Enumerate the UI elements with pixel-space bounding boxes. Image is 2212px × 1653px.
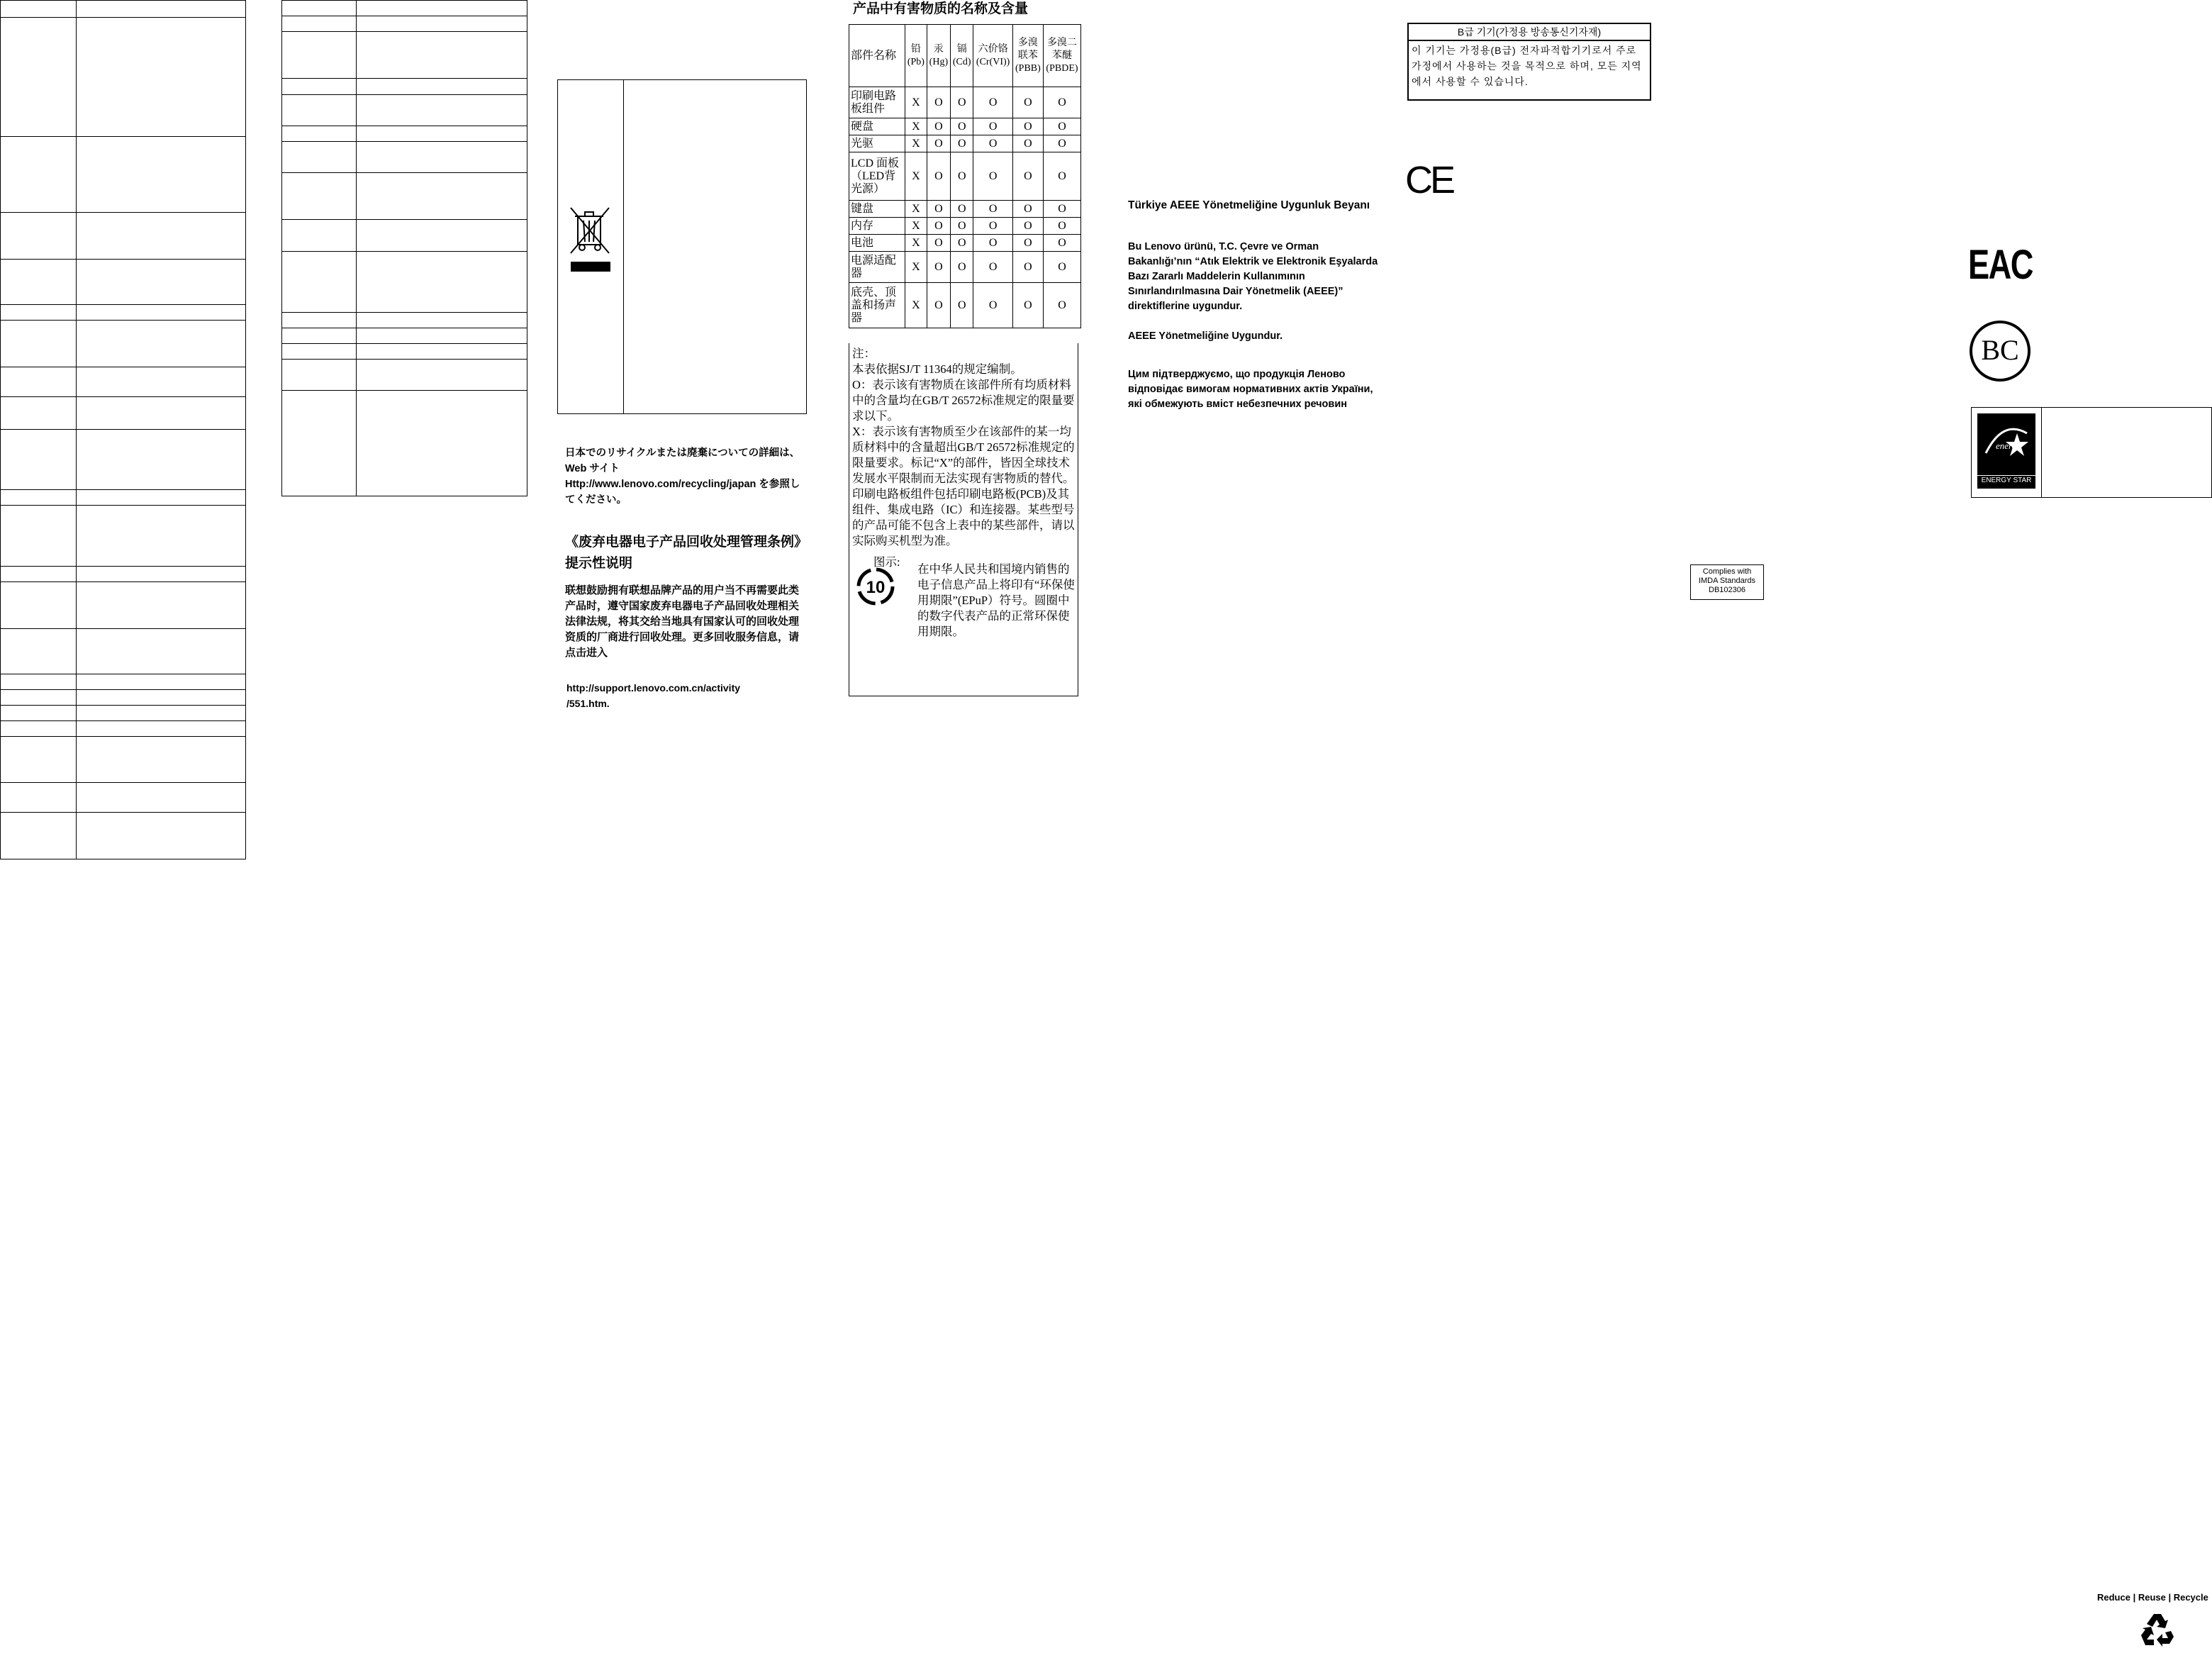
hazard-cell: O <box>1012 87 1043 118</box>
hazard-cell: O <box>951 87 973 118</box>
hazard-cell: O <box>973 201 1012 218</box>
hazard-cell: O <box>973 235 1012 252</box>
hazard-cell: O <box>951 152 973 201</box>
footer-text: Reduce | Reuse | Recycle <box>2097 1592 2208 1603</box>
blank-table-left <box>0 0 246 859</box>
hazard-cell: O <box>1043 201 1080 218</box>
hazard-cell: O <box>927 201 950 218</box>
hazard-cell: O <box>951 135 973 152</box>
hazard-part-name: 硬盘 <box>849 118 905 135</box>
turkey-body: Bu Lenovo ürünü, T.C. Çevre ve Orman Bakanlığı’nın “Atık Elektrik ve Elektronik Eşyalarda Bazı Zararlı Maddelerin Kullanımının Sınırlandırılmasına Dair Yönetmelik (AEEE)” direktiflerine uygundur. <box>1128 241 1378 312</box>
hazard-cell: X <box>905 252 927 283</box>
ce-mark-icon: CE <box>1405 159 1453 201</box>
hazard-cell: X <box>905 283 927 328</box>
hazard-header-row <box>849 25 1081 87</box>
hazard-note-0: 注： <box>852 347 876 360</box>
hazard-cell: O <box>927 252 950 283</box>
hazard-cell: O <box>927 135 950 152</box>
hazard-cell: O <box>927 87 950 118</box>
imda-label <box>1690 564 1764 600</box>
hazard-row <box>849 283 1081 328</box>
hazard-header-substance: 多溴二 苯醚 (PBDE) <box>1043 25 1080 87</box>
hazard-cell: O <box>1012 152 1043 201</box>
hazard-part-name: 电池 <box>849 235 905 252</box>
hazard-legend-label: 图示: <box>873 555 900 569</box>
hazard-cell: O <box>1012 135 1043 152</box>
imda-line2: IMDA Standards <box>1698 577 1756 585</box>
hazard-cell: O <box>1012 201 1043 218</box>
hazard-cell: O <box>951 218 973 235</box>
energy-star-logo-icon <box>1977 413 2035 489</box>
korea-body: 이 기기는 가정용(B급) 전자파적합기기로서 주로 가정에서 사용하는 것을 목적으로 하며, 모든 지역에서 사용할 수 있습니다. <box>1412 45 1642 87</box>
hazard-cell: O <box>927 118 950 135</box>
hazard-cell: O <box>951 118 973 135</box>
hazard-cell: X <box>905 235 927 252</box>
hazard-row <box>849 87 1081 118</box>
hazard-cell: O <box>1043 252 1080 283</box>
imda-line3: DB102306 <box>1709 586 1745 594</box>
turkey-line2: AEEE Yönetmeliğine Uygundur. <box>1128 330 1283 342</box>
hazard-part-name: LCD 面板（LED背光源） <box>849 152 905 201</box>
hazard-cell: O <box>927 283 950 328</box>
hazard-part-name: 底壳、顶盖和扬声器 <box>849 283 905 328</box>
hazard-cell: X <box>905 118 927 135</box>
ukraine-body: Цим підтверджуємо, що продукція Леново відповідає вимогам нормативних актів України, які обмежують вміст небезпечних речовин <box>1128 369 1373 410</box>
hazard-cell: O <box>951 201 973 218</box>
hazard-cell: O <box>1012 283 1043 328</box>
hazard-cell: O <box>1012 235 1043 252</box>
recycle-icon <box>2138 1611 2177 1647</box>
hazard-cell: X <box>905 218 927 235</box>
hazard-cell: O <box>973 283 1012 328</box>
hazard-notes <box>849 343 1078 696</box>
hazard-cell: O <box>1043 283 1080 328</box>
weee-box <box>557 79 807 414</box>
china-weee-body: 联想鼓励拥有联想品牌产品的用户当不再需要此类产品时，遵守国家废弃电器电子产品回收处理相关法律法规，将其交给当地具有国家认可的回收处理资质的厂商进行回收处理。更多回收服务信息，请点击进入 <box>565 584 800 659</box>
hazard-cell: O <box>1043 87 1080 118</box>
hazard-part-name: 键盘 <box>849 201 905 218</box>
hazard-cell: O <box>973 218 1012 235</box>
hazard-cell: X <box>905 152 927 201</box>
hazard-part-name: 内存 <box>849 218 905 235</box>
turkey-title: Türkiye AEEE Yönetmeliğine Uygunluk Beyanı <box>1128 199 1370 211</box>
hazard-cell: O <box>1043 152 1080 201</box>
hazard-cell: X <box>905 87 927 118</box>
crossed-bin-icon <box>568 204 613 274</box>
eac-mark-icon: EAC <box>1968 242 2033 288</box>
hazard-row <box>849 118 1081 135</box>
hazard-cell: O <box>1043 235 1080 252</box>
hazard-cell: O <box>1043 118 1080 135</box>
hazard-cell: O <box>951 283 973 328</box>
hazard-cell: O <box>973 118 1012 135</box>
blank-table-middle <box>281 0 527 496</box>
hazard-part-name: 印刷电路板组件 <box>849 87 905 118</box>
hazard-cell: X <box>905 201 927 218</box>
energy-star-box <box>1971 407 2212 498</box>
hazard-row <box>849 135 1081 152</box>
bc-mark-text: BC <box>1981 334 2019 366</box>
energy-star-label: ENERGY STAR <box>1977 475 2035 486</box>
hazard-note-1: 本表依据SJ/T 11364的规定编制。 <box>852 362 1022 376</box>
hazard-header-substance: 六价铬 (Cr(VI)) <box>973 25 1012 87</box>
hazard-header-substance: 镉 (Cd) <box>951 25 973 87</box>
korea-title: B급 기기(가정용 방송통신기자재) <box>1409 24 1650 41</box>
hazard-note-3: X：表示该有害物质至少在该部件的某一均质材料中的含量超出GB/T 26572标准规定的限量要求。标记“X”的部件，皆因全球技术发展水平限制而无法实现有害物质的替代。印刷电路板组件包括印刷电路板(PCB)及其组件、集成电路（IC）和连接器。某些型号的产品可能不包含上表中的某些部件，请以实际购买机型为准。 <box>852 425 1075 547</box>
china-weee-title: 《废弃电器电子产品回收处理管理条例》提示性说明 <box>565 535 801 571</box>
hazard-cell: O <box>973 252 1012 283</box>
hazard-cell: O <box>927 152 950 201</box>
hazard-cell: O <box>927 218 950 235</box>
hazard-cell: O <box>1043 135 1080 152</box>
hazard-cell: O <box>973 87 1012 118</box>
imda-line1: Complies with <box>1702 567 1752 576</box>
hazard-header-substance: 铅 (Pb) <box>905 25 927 87</box>
hazard-cell: O <box>927 235 950 252</box>
hazard-cell: O <box>951 252 973 283</box>
hazard-part-name: 光驱 <box>849 135 905 152</box>
epup-icon <box>856 567 895 606</box>
korea-kc-box <box>1407 23 1651 101</box>
hazard-header-substance: 多溴 联苯 (PBB) <box>1012 25 1043 87</box>
hazard-row <box>849 235 1081 252</box>
hazard-cell: O <box>1012 252 1043 283</box>
hazard-part-name: 电源适配器 <box>849 252 905 283</box>
hazard-cell: O <box>1012 118 1043 135</box>
hazard-note-2: O：表示该有害物质在该部件所有均质材料中的含量均在GB/T 26572标准规定的限量要求以下。 <box>852 378 1075 423</box>
hazard-header-substance: 汞 (Hg) <box>927 25 950 87</box>
hazard-row <box>849 201 1081 218</box>
hazard-cell: O <box>973 135 1012 152</box>
hazard-table <box>849 24 1081 328</box>
hazard-cell: X <box>905 135 927 152</box>
epup-text: 在中华人民共和国境内销售的电子信息产品上将印有“环保使用期限”(EPuP）符号。圆圈中的数字代表产品的正常环保使用期限。 <box>917 562 1075 638</box>
hazard-row <box>849 218 1081 235</box>
weee-divider <box>623 80 624 413</box>
china-weee-url1: http://support.lenovo.com.cn/activity <box>566 682 741 694</box>
hazard-title: 产品中有害物质的名称及含量 <box>853 1 1029 16</box>
japan-recycling-text: 日本でのリサイクルまたは廃棄についての詳細は、Web サイト Http://www.lenovo.com/recycling/japan を参照してください。 <box>565 447 800 506</box>
hazard-header-part: 部件名称 <box>849 25 905 87</box>
hazard-row <box>849 152 1081 201</box>
hazard-cell: O <box>1043 218 1080 235</box>
hazard-cell: O <box>973 152 1012 201</box>
hazard-row <box>849 252 1081 283</box>
hazard-cell: O <box>951 235 973 252</box>
bc-mark-icon <box>1970 321 2031 382</box>
svg-text:energy: energy <box>1996 440 2021 451</box>
svg-text:10: 10 <box>866 578 886 597</box>
hazard-cell: O <box>1012 218 1043 235</box>
china-weee-url2: /551.htm. <box>566 698 610 709</box>
